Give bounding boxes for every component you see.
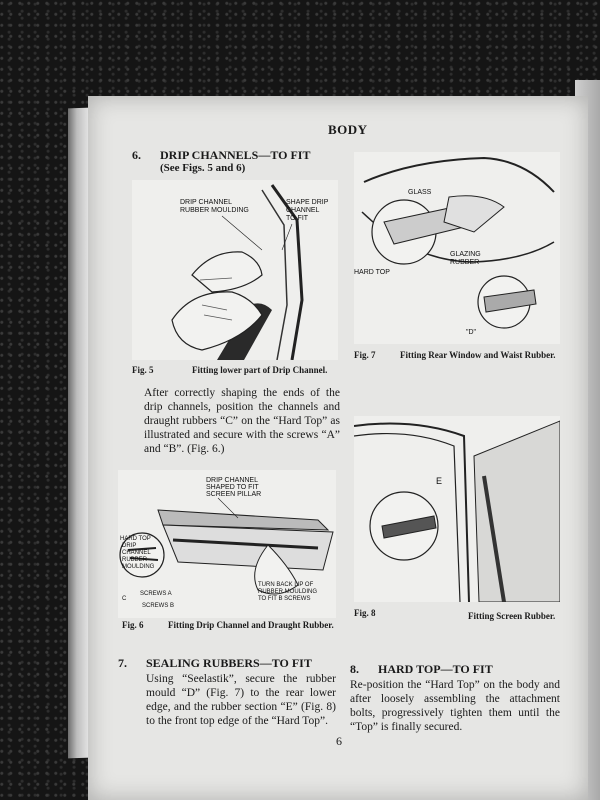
page-number: 6 (336, 734, 342, 748)
fig5-callout-right-3: TO FIT (286, 215, 309, 222)
fig6-callout-left-5: MOULDING (122, 564, 155, 570)
section-6-number: 6. (132, 148, 141, 162)
section-6-see: (See Figs. 5 and 6) (160, 162, 246, 174)
fig6-callout-left-3: CHANNEL (122, 550, 151, 556)
fig7-callout-glass: GLASS (408, 189, 432, 196)
figure-6 (118, 470, 336, 618)
fig6-callout-top-3: SCREEN PILLAR (206, 491, 262, 498)
section-6-body: After correctly shaping the ends of the drip channels, position the channels and draught rubbers “C” on the “Hard Top” as illustrated and secure with the screws “A” and “B”. (Fig. 6.) (144, 387, 340, 455)
figure-7-illustration (354, 152, 560, 344)
fig5-callout-left-2: RUBBER MOULDING (180, 207, 249, 214)
section-7-number: 7. (118, 656, 127, 670)
fig6-callout-a: SCREWS A (140, 591, 172, 597)
section-8-title: HARD TOP—TO FIT (378, 662, 493, 676)
book-page-edges (68, 108, 90, 759)
figure-5 (132, 180, 338, 360)
fig6-label: Fig. 6 (122, 620, 144, 630)
fig6-callout-left-4: RUBBER (122, 557, 148, 563)
fig5-label: Fig. 5 (132, 365, 154, 375)
fig7-callout-hardtop: HARD TOP (354, 269, 390, 276)
fig7-label: Fig. 7 (354, 350, 376, 360)
fig6-callout-left-1: HARD TOP (120, 536, 151, 542)
fig8-caption: Fitting Screen Rubber. (468, 611, 556, 621)
fig7-callout-glazing-2: RUBBER (450, 259, 480, 266)
fig7-caption: Fitting Rear Window and Waist Rubber. (400, 350, 556, 360)
section-8-body: Re-position the “Hard Top” on the body and after loosely assembling the attachment bolts, progressively tighten them until the “Top” is finally secured. (350, 679, 560, 733)
section-7-title: SEALING RUBBERS—TO FIT (146, 656, 312, 670)
section-6-title: DRIP CHANNELS—TO FIT (160, 148, 311, 162)
figure-8-illustration (354, 416, 560, 602)
fig6-callout-c: C (122, 596, 127, 602)
fig5-callout-left-1: DRIP CHANNEL (180, 199, 232, 206)
figure-5-illustration (132, 180, 338, 360)
fig7-callout-glazing-1: GLAZING (450, 251, 481, 258)
fig5-callout-right-1: SHAPE DRIP (286, 199, 329, 206)
figure-8 (354, 416, 560, 602)
fig5-caption: Fitting lower part of Drip Channel. (192, 365, 328, 375)
figure-6-illustration (118, 470, 336, 618)
fig6-callout-b: SCREWS B (142, 603, 175, 609)
fig6-caption: Fitting Drip Channel and Draught Rubber. (168, 620, 334, 630)
manual-page (88, 96, 588, 800)
fig7-callout-d: "D" (466, 329, 477, 336)
fig8-callout-e: E (436, 476, 443, 486)
section-8-number: 8. (350, 662, 359, 676)
fig6-callout-turn-1: TURN BACK LIP OF (258, 582, 314, 588)
section-7-heading (118, 656, 312, 671)
fig6-callout-turn-3: TO FIT B SCREWS (258, 596, 311, 602)
fig6-callout-top-1: DRIP CHANNEL (206, 477, 258, 484)
section-8-heading (350, 662, 493, 677)
fig6-callout-turn-2: RUBBER MOULDING (258, 589, 318, 595)
figure-7 (354, 152, 560, 344)
section-6-heading (132, 148, 310, 163)
section-7-body: Using “Seelastik”, secure the rubber mould “D” (Fig. 7) to the rear lower edge, and the rubber section “E” (Fig. 8) to the front top edge of the “Hard Top”. (146, 673, 336, 727)
fig6-callout-top-2: SHAPED TO FIT (206, 484, 259, 491)
fig6-callout-left-2: DRIP (122, 543, 137, 549)
page-header: BODY (328, 122, 368, 137)
fig5-callout-right-2: CHANNEL (286, 207, 320, 214)
fig8-label: Fig. 8 (354, 608, 376, 618)
